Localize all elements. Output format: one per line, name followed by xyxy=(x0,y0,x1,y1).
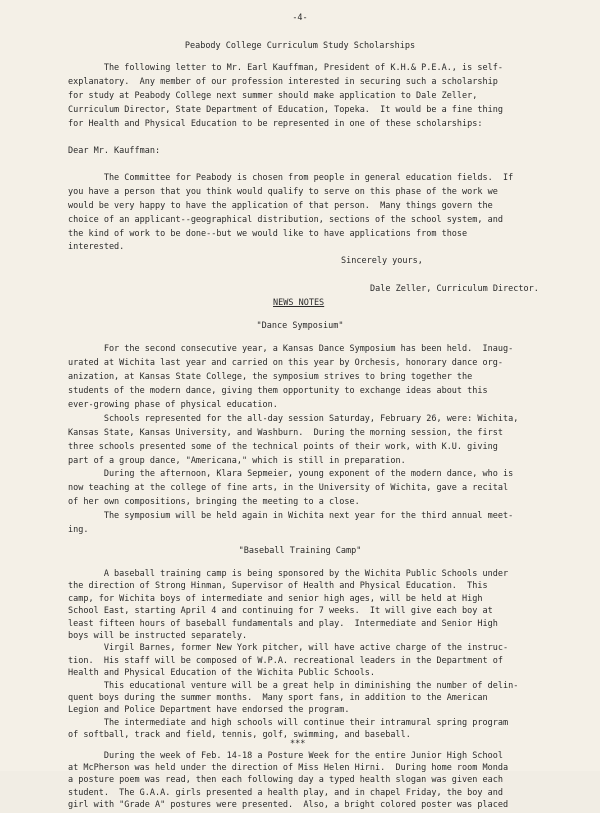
text-line: anization, at Kansas State College, the symposium strives to bring together the xyxy=(68,372,473,382)
text-line: The intermediate and high schools will continue their intramural spring program xyxy=(68,717,509,728)
text-line: interested. xyxy=(68,242,125,252)
text-line: three schools presented some of the technical points of their work, with K.U. giving xyxy=(68,442,498,452)
text-line: ever-growing phase of physical education. xyxy=(68,400,278,410)
text-line: would be very happy to have the application of that person. Many things govern the xyxy=(68,201,493,211)
text-line: urated at Wichita last year and carried on this year by Orchesis, honorary dance org- xyxy=(68,358,503,368)
baseball-heading: "Baseball Training Camp" xyxy=(238,546,362,556)
text-line: of her own compositions, bringing the meeting to a close. xyxy=(68,497,360,507)
text-line: now teaching at the college of fine arts, in the University of Wichita, gave a recital xyxy=(68,483,509,493)
text-line: The following letter to Mr. Earl Kauffman, President of K.H.& P.E.A., is self- xyxy=(68,63,503,73)
page-title: Peabody College Curriculum Study Scholarships xyxy=(184,41,416,51)
text-line: for study at Peabody College next summer should make application to Dale Zeller, xyxy=(68,91,478,101)
text-line: for Health and Physical Education to be represented in one of these scholarships: xyxy=(68,119,483,129)
salutation: Dear Mr. Kauffman: xyxy=(68,146,161,156)
text-line: a posture poem was read, then each following day a typed health slogan was given each xyxy=(68,775,503,786)
text-line: A baseball training camp is being sponsored by the Wichita Public Schools under xyxy=(68,569,509,579)
text-line: Kansas State, Kansas University, and Washburn. During the morning session, the first xyxy=(68,428,503,438)
closing: Sincerely yours, xyxy=(341,256,423,266)
news-notes-heading: NEWS NOTES xyxy=(273,298,325,308)
text-line: least fifteen hours of baseball fundamentals and play. Intermediate and Senior High xyxy=(68,618,498,629)
text-line: ing. xyxy=(68,525,89,535)
text-line: students of the modern dance, giving them opportunity to exchange ideas about this xyxy=(68,386,488,396)
text-line: part of a group dance, "Americana," which is still in preparation. xyxy=(68,456,406,466)
text-line: you have a person that you think would qualify to serve on this phase of the work we xyxy=(68,187,498,197)
text-line: the direction of Strong Hinman, Supervisor of Health and Physical Education. This xyxy=(68,581,488,592)
text-line: During the week of Feb. 14-18 a Posture Week for the entire Junior High School xyxy=(68,750,503,761)
page-number: -4- xyxy=(292,13,308,23)
text-line: Legion and Police Department have endorsed the program. xyxy=(68,705,350,716)
text-line: During the afternoon, Klara Sepmeier, young exponent of the modern dance, who is xyxy=(68,469,514,479)
text-line: choice of an applicant--geographical distribution, sections of the school system, and xyxy=(68,215,503,225)
text-line: student. The G.A.A. girls presented a health play, and in chapel Friday, the boy and xyxy=(68,787,503,798)
text-line: quent boys during the summer months. Many sport fans, in addition to the American xyxy=(68,693,488,703)
signature: Dale Zeller, Curriculum Director. xyxy=(370,284,539,294)
text-line: Curriculum Director, State Department of Education, Topeka. It would be a fine thing xyxy=(68,105,503,115)
text-line: This educational venture will be a great help in diminishing the number of delin- xyxy=(68,680,519,691)
dance-heading: "Dance Symposium" xyxy=(256,321,344,331)
text-line: at McPherson was held under the direction of Miss Helen Hirni. During home room Monda xyxy=(68,763,509,773)
text-line: girl with "Grade A" postures were presented. Also, a bright colored poster was placed xyxy=(68,800,509,811)
text-line: explanatory. Any member of our profession interested in securing such a scholarship xyxy=(68,77,498,87)
text-line: The Committee for Peabody is chosen from people in general education fields. If xyxy=(68,173,514,183)
text-line: For the second consecutive year, a Kansas Dance Symposium has been held. Inaug- xyxy=(68,344,514,354)
text-line: the kind of work to be done--but we would like to have applications from those xyxy=(68,229,468,239)
text-line: of softball, track and field, tennis, golf, swimming, and baseball. xyxy=(68,730,411,741)
text-line: tion. His staff will be composed of W.P.A. recreational leaders in the Department of xyxy=(68,655,503,666)
text-line: The symposium will be held again in Wichita next year for the third annual meet- xyxy=(68,511,514,521)
separator: *** xyxy=(290,738,306,749)
text-line: boys will be instructed separately. xyxy=(68,631,248,641)
text-line: School East, starting April 4 and continuing for 7 weeks. It will give each boy at xyxy=(68,606,493,617)
text-line: Health and Physical Education of the Wichita Public Schools. xyxy=(68,668,376,679)
text-line: camp, for Wichita boys of intermediate and senior high ages, will be held at High xyxy=(68,593,483,604)
text-line: Virgil Barnes, former New York pitcher, will have active charge of the instruc- xyxy=(68,643,509,654)
text-line: Schools represented for the all-day session Saturday, February 26, were: Wichita, xyxy=(68,414,519,424)
